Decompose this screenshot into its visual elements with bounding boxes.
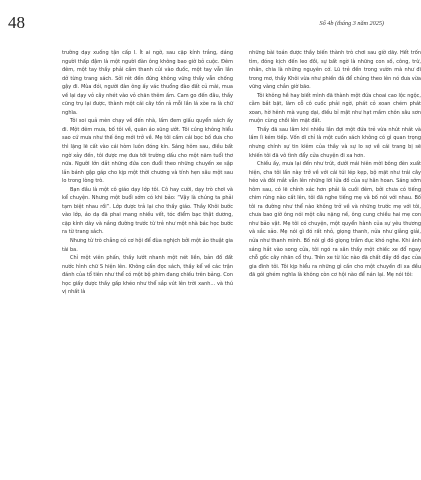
paragraph: Chỉ một viên phấn, thầy lướt nhanh một nét liền, bản đồ đất nước hình chữ S hiện lên. Không cần đọc sách, thầy kể về các trận đánh của tổ tiên như thể có một bộ phim đang chiếu trên bảng. Con học giấy được thầy gấp khéo như thể sắp vút lên trời xanh... và thú vị nhất là: [62, 255, 233, 296]
page-number: 48: [8, 13, 25, 32]
issue-info: Số 4b (tháng 3 năm 2025): [319, 20, 384, 27]
paragraph: Bạn đầu là một cô giáo dạy lớp tôi. Cô hay cười, dạy trò chơi và kể chuyện. Nhưng một buổi sớm có khi bảo: “Vậy là chúng ta phải tạm biệt nhau rồi”. Lớp được trả lại cho thầy giáo. Thầy Khôi bước vào lớp, áo dạ đã phai mang nhiều vết, tóc điểm bạc thật dương, cặp kính dày và nắng đường trước từ trẻ như một nhà bác học bước ra từ trang sách.: [62, 186, 233, 236]
paragraph: những bài toán được thầy biến thành trò chơi sau giờ dãy. Hết trốn tìm, đóng kịch đến leo đồi, sự bất ngờ là những con số, công, trừ, nhân, chia là những nguyên cớ. Lũ trẻ đến trong vườn mà như đi trong mơ, thầy Khôi vừa như phiền đá để chúng theo lên nó đưa vừa vững vàng chắn giờ bão.: [249, 50, 421, 91]
paragraph: trường dạy xuống tận cấp I. Ít ai ngờ, sau cặp kính trắng, dáng người thấp đậm là một người đàn ông không bao giờ bỏ cuộc. Đêm đêm, một tay thầy phải cầm thanh củi vào đuốc, một tay vẫn lần dở từng trang sách. Sởi rét đến đứng không vững thầy vẫn chống gậy đi. Mùa đói, người đàn ông ấy vác thuổng đào đất củ mài, mua về lại dạy vỏ cây nhét vào vỏ chăn thêm ấm. Cam go đến đâu, thầy cũng trụ lại được, thành một cái cây tốn rả mỗi lần lá xòe ra là chữ nghĩa.: [62, 50, 233, 116]
right-column: [249, 49, 421, 280]
paragraph: Chiều ấy, mưa lại đến như trút, dưới mái hiên mời bông đèn xuất hiện, cha tôi lần này trở về với cái túi lép kẹp, bộ mặt như trái cây héo và đôi mắt vẫn lên những lời lửa đồ của sự hân hoan. Sáng sớm hôm sau, có lẽ chính xác hơn phải là cuối đêm, bởi chưa có tiếng chim rừng nào cất lên, tôi đã nghe tiếng mẹ và bố nói với nhau. Bố tôi ra đường như thể nào không trở về và những trước mẹ với tôi, chưa bao giờ ông nói một câu nặng nề, ông cung chiều hai mẹ con như bảo vật. Mẹ tôi có chuyện, một quyển hành của sự yêu thương và sắc sảo. Mẹ nói gì đó rất nhỏ, giọng thanh, nửa như giằng giải, nửa như thanh minh. Bố nói gì đó giọng trầm đục khó nghe. Khi ánh sáng hắt vào song cửa, tôi ngó ra sân thấy một chiếc xe đổ ngay chỗ gốc cây nhãn cổ thụ. Trên xe từ lúc nào đã chất đầy đồ đạc của gia đình tôi. Tôi kịp hiểu ra những gì cần cho một chuyến đi xa đều đã gói ghém nghĩa là không còn cơ hội nào để nán lại. Mẹ nói tôi:: [249, 161, 421, 279]
paragraph: Tôi không hề hay biết mình đã thành một đứa choai cao lộc ngộc, cằm bắt bặt, làm cỗ cô cuốc phải ngờ, phát cỏ xoan chém phát xoan, hờ hênh mà vụng dại, điều bỉ mật như hạt mầm chôn sâu sơn muộn cùng chồi lên mặt đất.: [249, 92, 421, 125]
paragraph: Thầy đã sau lâm khi nhiều lần đợi một đứa trẻ vừa nhút nhát và lầm lì kém tiếp. Vốn dĩ chỉ là một cuốn sách không có gì quan trọng nhưng chính sự tin kiêm của thầy và sự lo sợ về cái trang bị sẽ khiến tôi đã vô tình đẩy cửa chuyện đi xa hơn.: [249, 126, 421, 159]
paragraph: Tôi soi quả mèn chạy về đến nhà, lấm đem giấu quyển sách ấy đi. Một đêm mưa, bố tôi về, quăn áo sũng ướt. Tôi cúng không hiểu sao cứ mưa như thế ông mới trở về. Mẹ tôi cầm cái bọc bố đưa cho thì lặng lẽ cất vào cái hòm luôn đóng kín. Sáng hôm sau, điều bất ngờ xảy đến, tôi được mẹ đưa tới trường dấu cho một năm tuổi thơ nữa. Người lớn dắt những đứa con đuổi theo những chuyến xe sập lắn bánh gập gáp cho kịp một thời chương và tính hẹn sâu một sau lo trong lòng trò.: [62, 118, 233, 185]
left-column: [62, 49, 233, 297]
paragraph: Nhưng từ trò chẳng có cơ hội để đùa nghịch bởi một ảo thuật gia tài ba.: [62, 238, 233, 253]
